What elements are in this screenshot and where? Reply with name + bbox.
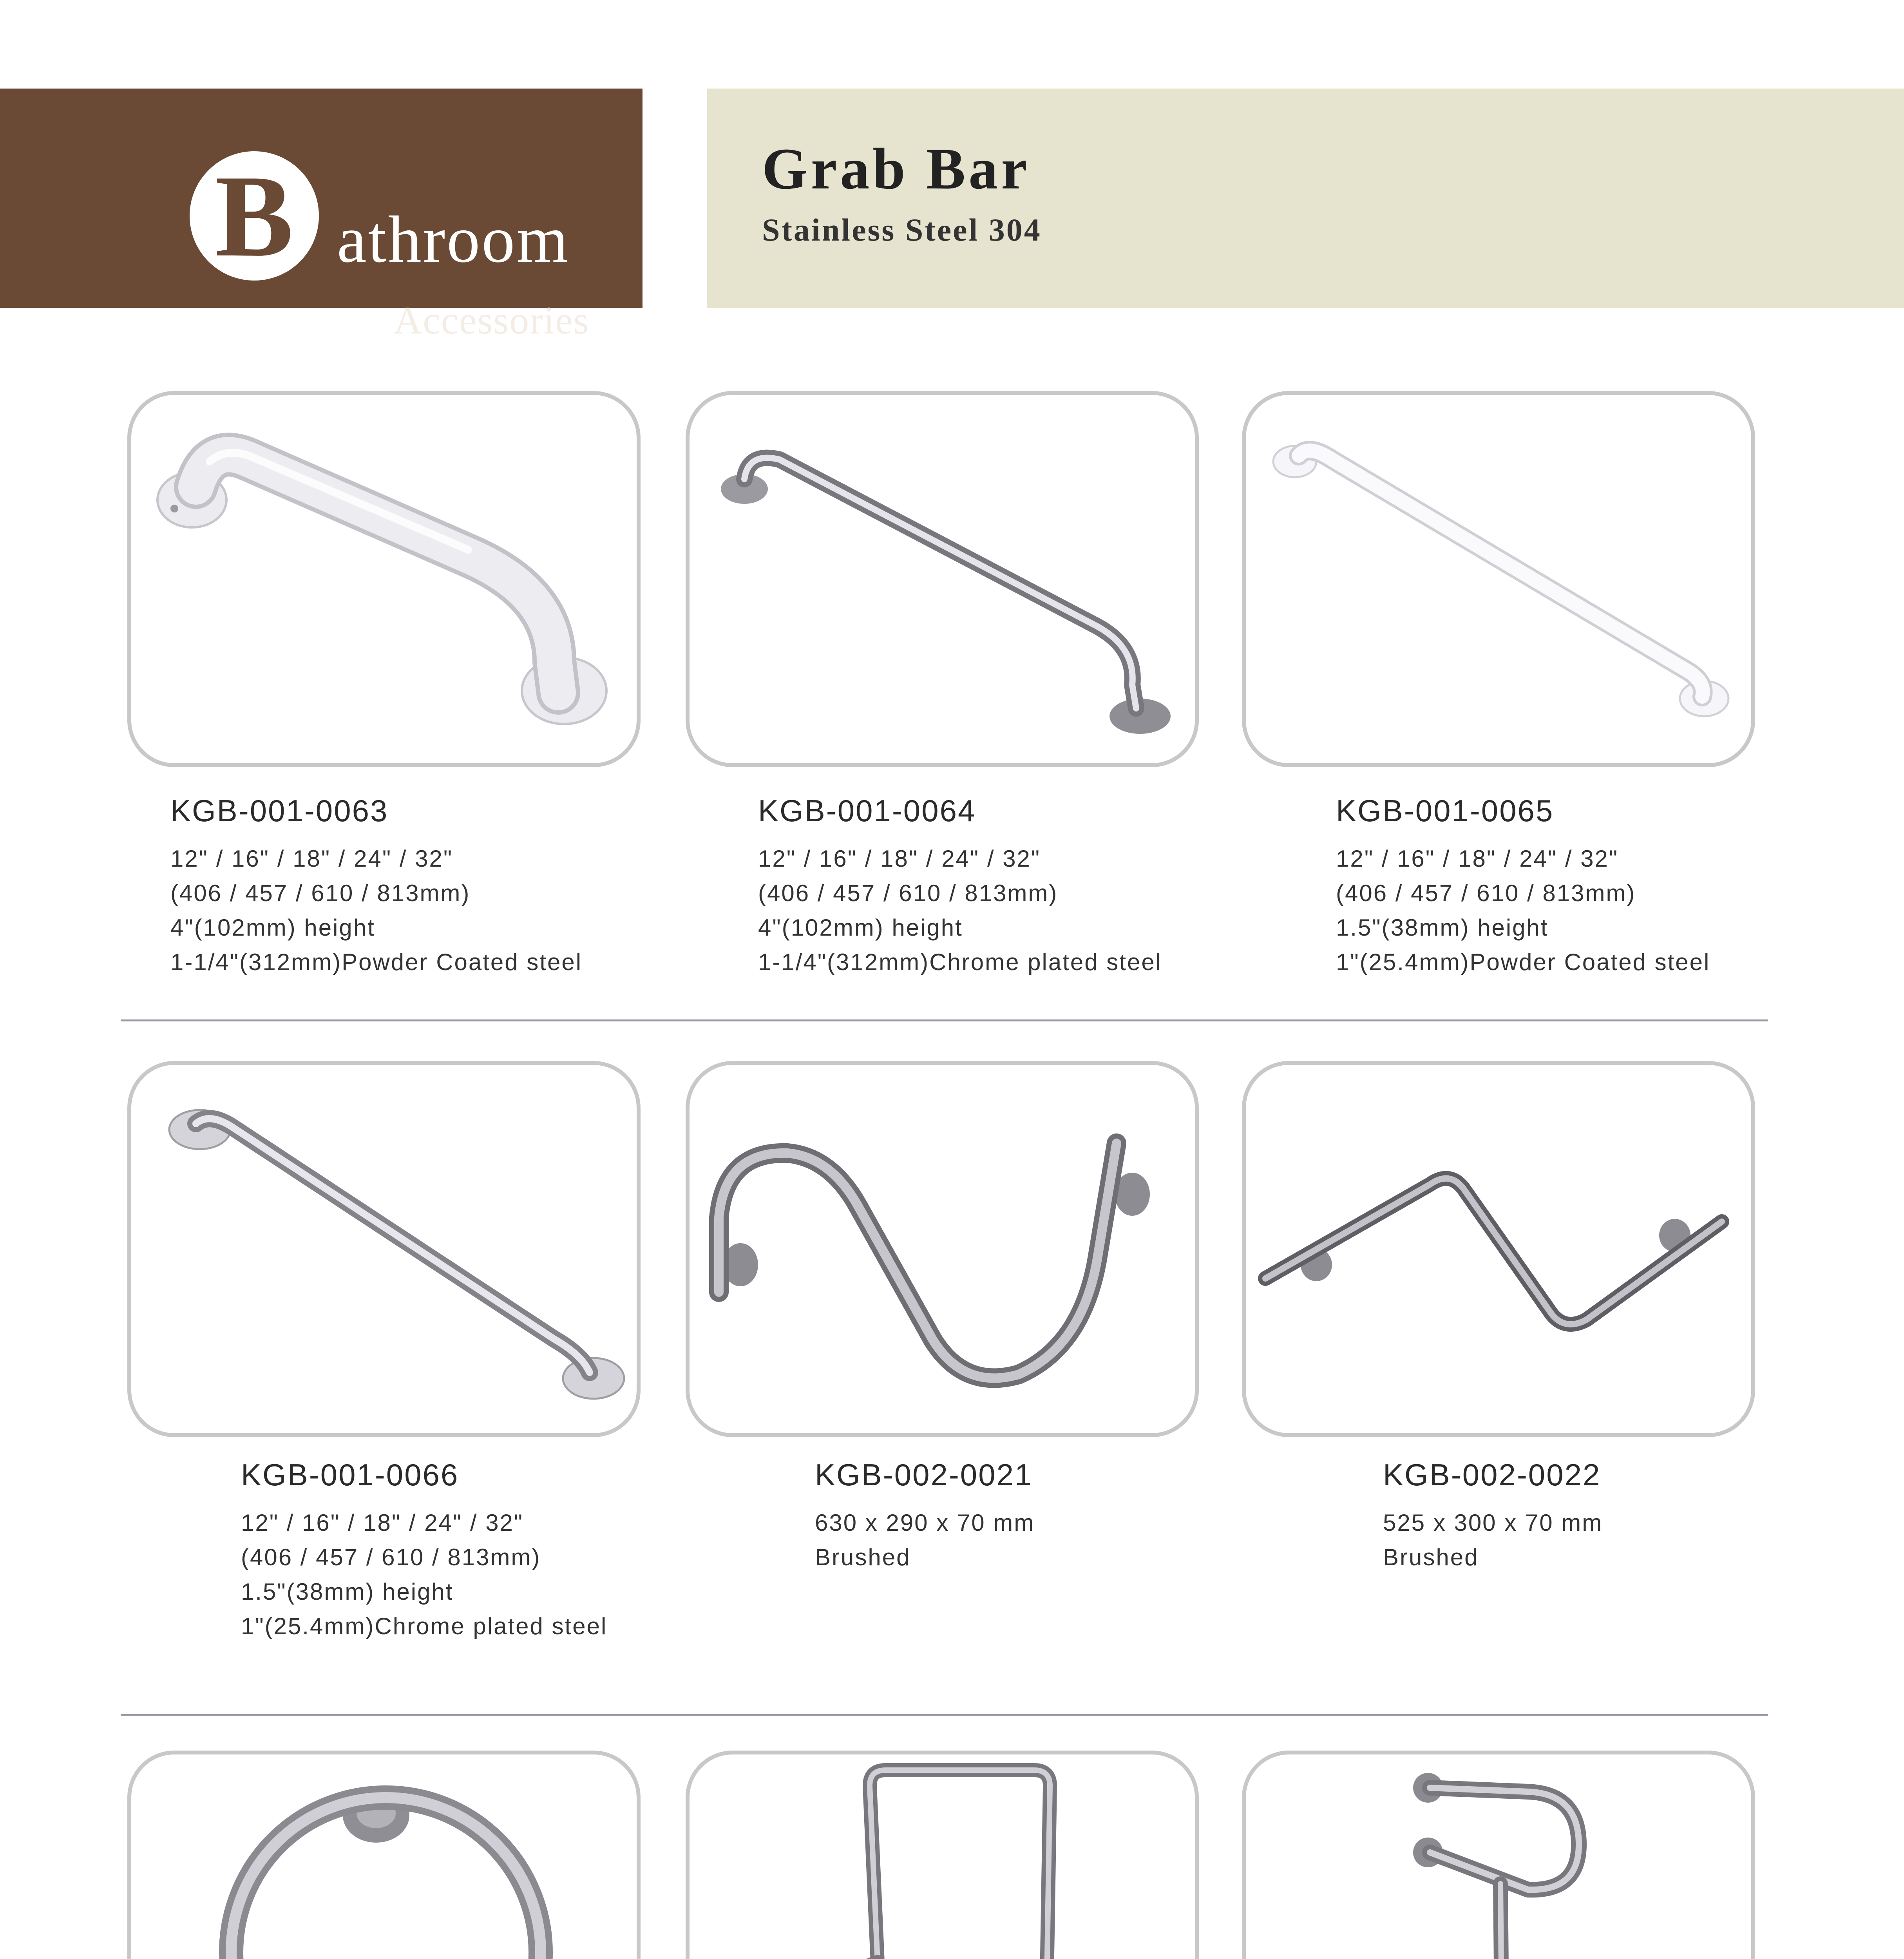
brand-logo-block xyxy=(0,89,643,342)
product-info-0066 xyxy=(241,1459,789,1644)
product-spec-line: 1"(25.4mm)Powder Coated steel xyxy=(1336,949,1710,975)
row-divider xyxy=(121,1714,1768,1716)
product-spec-line: 4"(102mm) height xyxy=(170,914,375,941)
row-divider xyxy=(121,1019,1768,1021)
straight-grab-bar-icon xyxy=(131,1065,637,1433)
toilet-frame-grab-bar-icon xyxy=(690,1754,1195,1959)
product-info-0021 xyxy=(815,1459,1363,1575)
product-spec-line: 1"(25.4mm)Chrome plated steel xyxy=(241,1613,608,1639)
product-spec-line: Brushed xyxy=(1383,1544,1479,1570)
product-spec-line: 1-1/4"(312mm)Chrome plated steel xyxy=(758,949,1162,975)
product-spec-line: 12" / 16" / 18" / 24" / 32" xyxy=(170,846,453,872)
product-info-0064 xyxy=(758,795,1307,980)
product-spec-line: (406 / 457 / 610 / 813mm) xyxy=(1336,880,1636,906)
title-band xyxy=(707,89,1904,308)
product-card-0066 xyxy=(127,1061,641,1437)
floor-mounted-grab-bar-icon xyxy=(1246,1754,1751,1959)
product-spec-line: (406 / 457 / 610 / 813mm) xyxy=(241,1544,541,1570)
product-card-0063 xyxy=(127,391,641,767)
product-spec-line: 12" / 16" / 18" / 24" / 32" xyxy=(241,1510,524,1536)
wave-grab-bar-icon xyxy=(690,1065,1195,1433)
page-subtitle: Stainless Steel 304 xyxy=(762,212,1042,248)
zigzag-grab-bar-icon xyxy=(1246,1065,1751,1433)
straight-grab-bar-icon xyxy=(131,395,637,763)
product-card-0067 xyxy=(686,1751,1199,1959)
brand-initial-circle xyxy=(190,151,319,281)
product-card-0065 xyxy=(1242,391,1755,767)
product-spec-line: 4"(102mm) height xyxy=(758,914,963,941)
product-spec-line: (406 / 457 / 610 / 813mm) xyxy=(758,880,1058,906)
product-card-0021 xyxy=(686,1061,1199,1437)
product-card-0064 xyxy=(686,391,1199,767)
product-code: KGB-001-0064 xyxy=(758,793,976,828)
product-spec-line: 1-1/4"(312mm)Powder Coated steel xyxy=(170,949,583,975)
product-spec-line: 12" / 16" / 18" / 24" / 32" xyxy=(1336,846,1619,872)
product-info-0022 xyxy=(1383,1459,1904,1575)
straight-grab-bar-icon xyxy=(1246,395,1751,763)
product-code: KGB-001-0065 xyxy=(1336,793,1554,828)
product-spec-line: 12" / 16" / 18" / 24" / 32" xyxy=(758,846,1041,872)
product-spec-line: 1.5"(38mm) height xyxy=(241,1579,454,1605)
brand-word: athroom xyxy=(337,203,570,276)
product-code: KGB-002-0022 xyxy=(1383,1457,1601,1492)
product-code: KGB-002-0021 xyxy=(815,1457,1033,1492)
product-spec-line: Brushed xyxy=(815,1544,911,1570)
product-code: KGB-001-0066 xyxy=(241,1457,459,1492)
product-info-0063 xyxy=(170,795,719,980)
straight-grab-bar-icon xyxy=(690,395,1195,763)
product-card-0023 xyxy=(127,1751,641,1959)
product-card-0024 xyxy=(1242,1751,1755,1959)
brand-initial: B xyxy=(215,151,294,281)
product-info-0065 xyxy=(1336,795,1884,980)
product-spec-line: 1.5"(38mm) height xyxy=(1336,914,1549,941)
page-title: Grab Bar xyxy=(762,136,1030,201)
product-spec-line: 525 x 300 x 70 mm xyxy=(1383,1510,1603,1536)
product-code: KGB-001-0063 xyxy=(170,793,389,828)
product-card-0022 xyxy=(1242,1061,1755,1437)
product-spec-line: (406 / 457 / 610 / 813mm) xyxy=(170,880,471,906)
ring-grab-bar-icon xyxy=(131,1754,637,1959)
product-spec-line: 630 x 290 x 70 mm xyxy=(815,1510,1035,1536)
brand-subtitle: Accessories xyxy=(394,299,590,342)
